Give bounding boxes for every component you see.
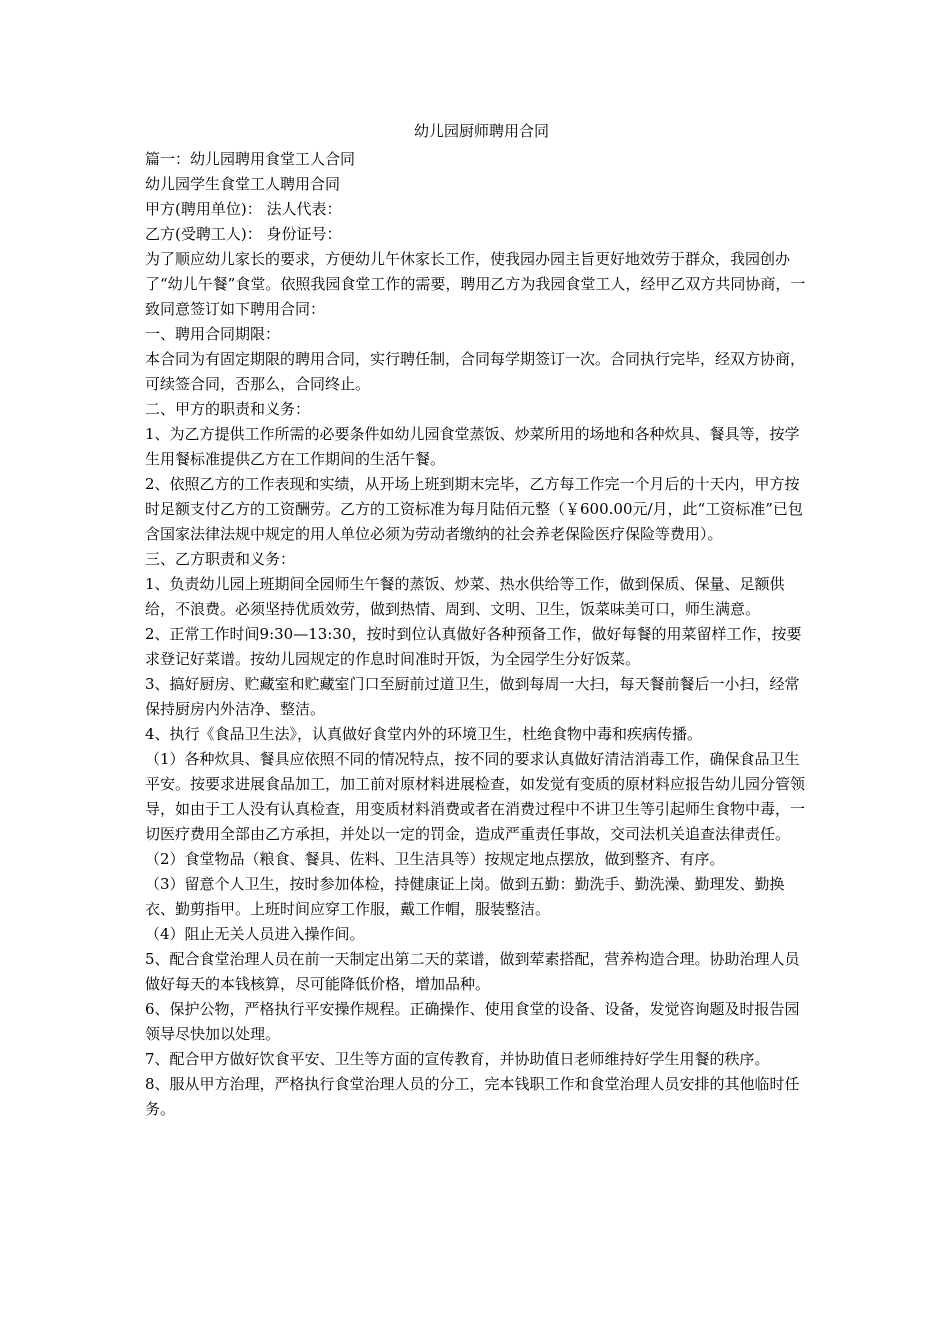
section-heading: 一、聘用合同期限： xyxy=(145,325,281,343)
section-heading: 三、乙方职责和义务： xyxy=(145,550,296,568)
paragraph: 5、配合食堂治理人员在前一天制定出第二天的菜谱，做到荤素搭配，营养构造合理。协助治理人员做好每天的本钱核算，尽可能降低价格，增加品种。 xyxy=(145,950,800,993)
paragraph: 2、正常工作时间9:30—13:30，按时到位认真做好各种预备工作，做好每餐的用菜留样工作，按要求登记好菜谱。按幼儿园规定的作息时间准时开饭，为全园学生分好饭菜。 xyxy=(145,625,802,668)
paragraph: 7、配合甲方做好饮食平安、卫生等方面的宣传教育，并协助值日老师维持好学生用餐的秩序。 xyxy=(145,1050,770,1068)
paragraph: 幼儿园学生食堂工人聘用合同 xyxy=(145,175,341,193)
paragraph: 2、依照乙方的工作表现和实绩，从开场上班到期末完毕，乙方每工作完一个月后的十天内，甲方按时足额支付乙方的工资酬劳。乙方的工资标准为每月陆佰元整（￥600.00元/月，此“工资标准”已包含国家法律法规中规定的用人单位必须为劳动者缴纳的社会养老保险医疗保险等费用）。 xyxy=(145,475,803,543)
paragraph: 本合同为有固定期限的聘用合同，实行聘任制，合同每学期签订一次。合同执行完毕，经双方协商，可续签合同，否那么，合同终止。 xyxy=(145,350,806,393)
paragraph: （2）食堂物品（粮食、餐具、佐料、卫生洁具等）按规定地点摆放，做到整齐、有序。 xyxy=(145,850,725,868)
paragraph: 为了顺应幼儿家长的要求，方便幼儿午休家长工作，使我园办园主旨更好地效劳于群众，我园创办了“幼儿午餐”食堂。依照我园食堂工作的需要，聘用乙方为我园食堂工人，经甲乙双方共同协商，一致同意签订如下聘用合同： xyxy=(145,250,806,318)
section-heading: 二、甲方的职责和义务： xyxy=(145,400,311,418)
paragraph: 篇一：幼儿园聘用食堂工人合同 xyxy=(145,150,356,168)
paragraph: 6、保护公物，严格执行平安操作规程。正确操作、使用食堂的设备、设备，发觉咨询题及时报告园领导尽快加以处理。 xyxy=(145,1000,800,1043)
paragraph: 乙方(受聘工人)： 身份证号： xyxy=(145,225,342,243)
document-body xyxy=(145,147,810,1122)
paragraph: （1）各种炊具、餐具应依照不同的情况特点，按不同的要求认真做好清洁消毒工作，确保食品卫生平安。按要求进展食品加工，加工前对原材料进展检查，如发觉有变质的原材料应报告幼儿园分管领导，如由于工人没有认真检查，用变质材料消费或者在消费过程中不讲卫生等引起师生食物中毒，一切医疗费用全部由乙方承担，并处以一定的罚金，造成严重责任事故，交司法机关追查法律责任。 xyxy=(145,750,806,843)
paragraph: （3）留意个人卫生，按时参加体检，持健康证上岗。做到五勤：勤洗手、勤洗澡、勤理发、勤换衣、勤剪指甲。上班时间应穿工作服，戴工作帽，服装整洁。 xyxy=(145,875,785,918)
paragraph: 8、服从甲方治理，严格执行食堂治理人员的分工，完本钱职工作和食堂治理人员安排的其他临时任务。 xyxy=(145,1075,800,1118)
paragraph: 1、为乙方提供工作所需的必要条件如幼儿园食堂蒸饭、炒菜所用的场地和各种炊具、餐具等，按学生用餐标准提供乙方在工作期间的生活午餐。 xyxy=(145,425,800,468)
paragraph: （4）阻止无关人员进入操作间。 xyxy=(145,925,365,943)
document-title: 幼儿园厨师聘用合同 xyxy=(413,122,549,140)
paragraph: 4、执行《食品卫生法》，认真做好食堂内外的环境卫生，杜绝食物中毒和疾病传播。 xyxy=(145,725,703,743)
paragraph: 1、负责幼儿园上班期间全园师生午餐的蒸饭、炒菜、热水供给等工作，做到保质、保量、足额供给，不浪费。必须坚持优质效劳，做到热情、周到、文明、卫生，饭菜味美可口，师生满意。 xyxy=(145,575,785,618)
paragraph: 甲方(聘用单位)： 法人代表： xyxy=(145,200,342,218)
paragraph: 3、搞好厨房、贮藏室和贮藏室门口至厨前过道卫生，做到每周一大扫，每天餐前餐后一小扫，经常保持厨房内外洁净、整洁。 xyxy=(145,675,800,718)
